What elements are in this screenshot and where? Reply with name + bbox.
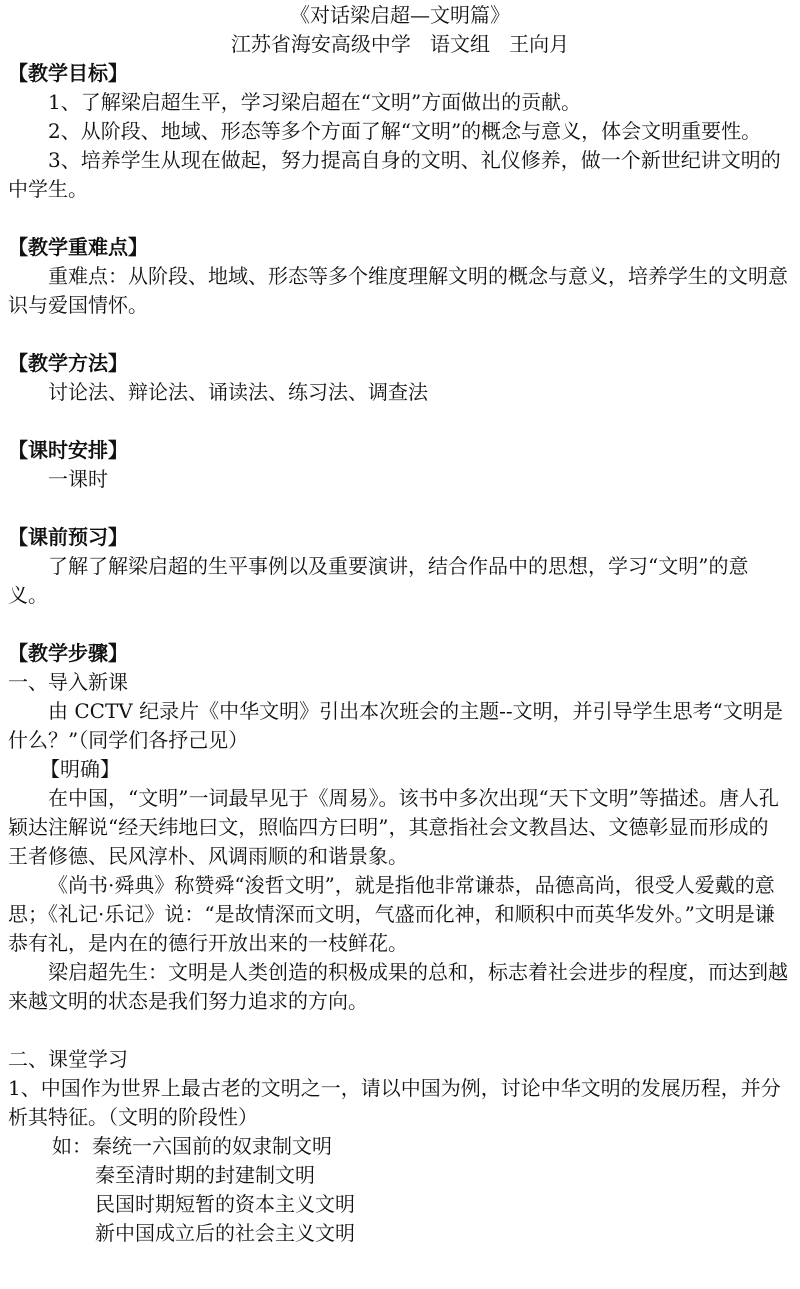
part2-question-1: 1、中国作为世界上最古老的文明之一，请以中国为例，讨论中华文明的发展历程，并分析其特征。（文明的阶段性）	[8, 1076, 781, 1129]
part1-title: 一、导入新课	[8, 670, 128, 694]
preview-heading: 【课前预习】	[8, 525, 128, 549]
goal-item-1: 1、了解梁启超生平，学习梁启超在“文明”方面做出的贡献。	[48, 90, 582, 114]
part1-para-1: 在中国，“文明”一词最早见于《周易》。该书中多次出现“天下文明”等描述。唐人孔颖达注解说“经天纬地曰文，照临四方曰明”，其意指社会文教昌达、文德彰显而形成的王者修德、民风淳朴、风调雨顺的和谐景象。	[8, 786, 779, 868]
clarify-label: 【明确】	[40, 757, 120, 781]
part2-title: 二、课堂学习	[8, 1047, 128, 1071]
schedule-heading: 【课时安排】	[8, 438, 128, 462]
example-item: 秦至清时期的封建制文明	[95, 1163, 315, 1187]
example-item: 民国时期短暂的资本主义文明	[95, 1192, 355, 1216]
methods-text: 讨论法、辩论法、诵读法、练习法、调查法	[48, 380, 428, 404]
preview-text: 了解了解梁启超的生平事例以及重要演讲，结合作品中的思想，学习“文明”的意义。	[8, 554, 749, 607]
goal-item-2: 2、从阶段、地域、形态等多个方面了解“文明”的概念与意义，体会文明重要性。	[48, 119, 762, 143]
document-title: 《对话梁启超—文明篇》	[290, 3, 510, 27]
goals-heading: 【教学目标】	[8, 61, 128, 85]
schedule-text: 一课时	[48, 467, 108, 491]
methods-heading: 【教学方法】	[8, 351, 128, 375]
keypoints-heading: 【教学重难点】	[8, 235, 148, 259]
steps-heading: 【教学步骤】	[8, 641, 128, 665]
document-author: 江苏省海安高级中学 语文组 王向月	[230, 32, 570, 56]
part1-para-3: 梁启超先生：文明是人类创造的积极成果的总和，标志着社会进步的程度，而达到越来越文明的状态是我们努力追求的方向。	[8, 960, 788, 1013]
example-lead: 如：秦统一六国前的奴隶制文明	[52, 1134, 332, 1158]
part1-intro: 由 CCTV 纪录片《中华文明》引出本次班会的主题--文明，并引导学生思考“文明是什么？”（同学们各抒己见）	[8, 699, 783, 752]
example-item: 新中国成立后的社会主义文明	[95, 1221, 355, 1245]
goal-item-3: 3、培养学生从现在做起，努力提高自身的文明、礼仪修养，做一个新世纪讲文明的中学生。	[8, 148, 781, 201]
document-page	[0, 1, 800, 1289]
part1-para-2: 《尚书·舜典》称赞舜“浚哲文明”，就是指他非常谦恭，品德高尚，很受人爱戴的意思；《礼记·乐记》说：“是故情深而文明，气盛而化神，和顺积中而英华发外。”文明是谦恭有礼，是内在的德行开放出来的一枝鲜花。	[8, 873, 775, 955]
keypoints-text: 重难点：从阶段、地域、形态等多个维度理解文明的概念与意义，培养学生的文明意识与爱国情怀。	[8, 264, 788, 317]
